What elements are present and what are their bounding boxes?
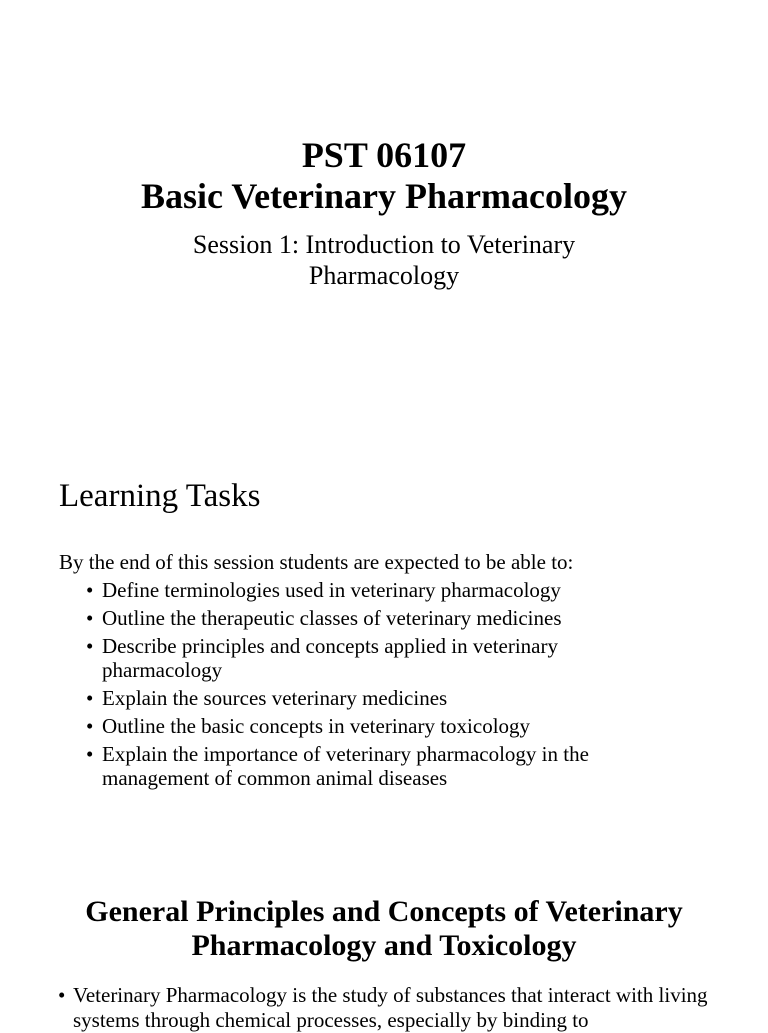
bullet-icon: • <box>58 983 66 1007</box>
principles-heading: General Principles and Concepts of Veterinary Pharmacology and Toxicology <box>85 895 683 962</box>
course-name: Basic Veterinary Pharmacology <box>141 176 627 216</box>
task-text: Explain the sources veterinary medicines <box>102 686 448 710</box>
bullet-icon: • <box>86 686 94 710</box>
list-item <box>86 686 646 710</box>
principles-list <box>58 983 708 1033</box>
session-title: Session 1: Introduction to Veterinary Pharmacology <box>192 230 576 290</box>
title-slide <box>0 0 768 440</box>
principles-slide <box>0 860 768 1032</box>
list-item <box>58 983 708 1033</box>
task-text: Describe principles and concepts applied in veterinary pharmacology <box>102 634 558 682</box>
task-text: Explain the importance of veterinary pharmacology in the management of common animal diseases <box>102 742 589 790</box>
learning-tasks-slide <box>0 440 768 860</box>
bullet-icon: • <box>86 606 94 630</box>
list-item <box>86 634 646 682</box>
bullet-icon: • <box>86 634 94 658</box>
list-item <box>86 714 646 738</box>
principle-text: Veterinary Pharmacology is the study of substances that interact with living systems through chemical processes, especially by binding to <box>73 983 708 1032</box>
course-code: PST 06107 <box>301 135 467 175</box>
bullet-icon: • <box>86 578 94 602</box>
learning-tasks-intro: By the end of this session students are expected to be able to: <box>59 550 574 574</box>
task-text: Define terminologies used in veterinary pharmacology <box>102 578 561 602</box>
bullet-icon: • <box>86 714 94 738</box>
task-text: Outline the therapeutic classes of veterinary medicines <box>102 606 562 630</box>
task-text: Outline the basic concepts in veterinary toxicology <box>102 714 531 738</box>
list-item <box>86 578 646 602</box>
learning-tasks-list <box>86 578 646 794</box>
learning-tasks-heading: Learning Tasks <box>59 478 261 514</box>
bullet-icon: • <box>86 742 94 766</box>
list-item <box>86 606 646 630</box>
list-item <box>86 742 646 790</box>
